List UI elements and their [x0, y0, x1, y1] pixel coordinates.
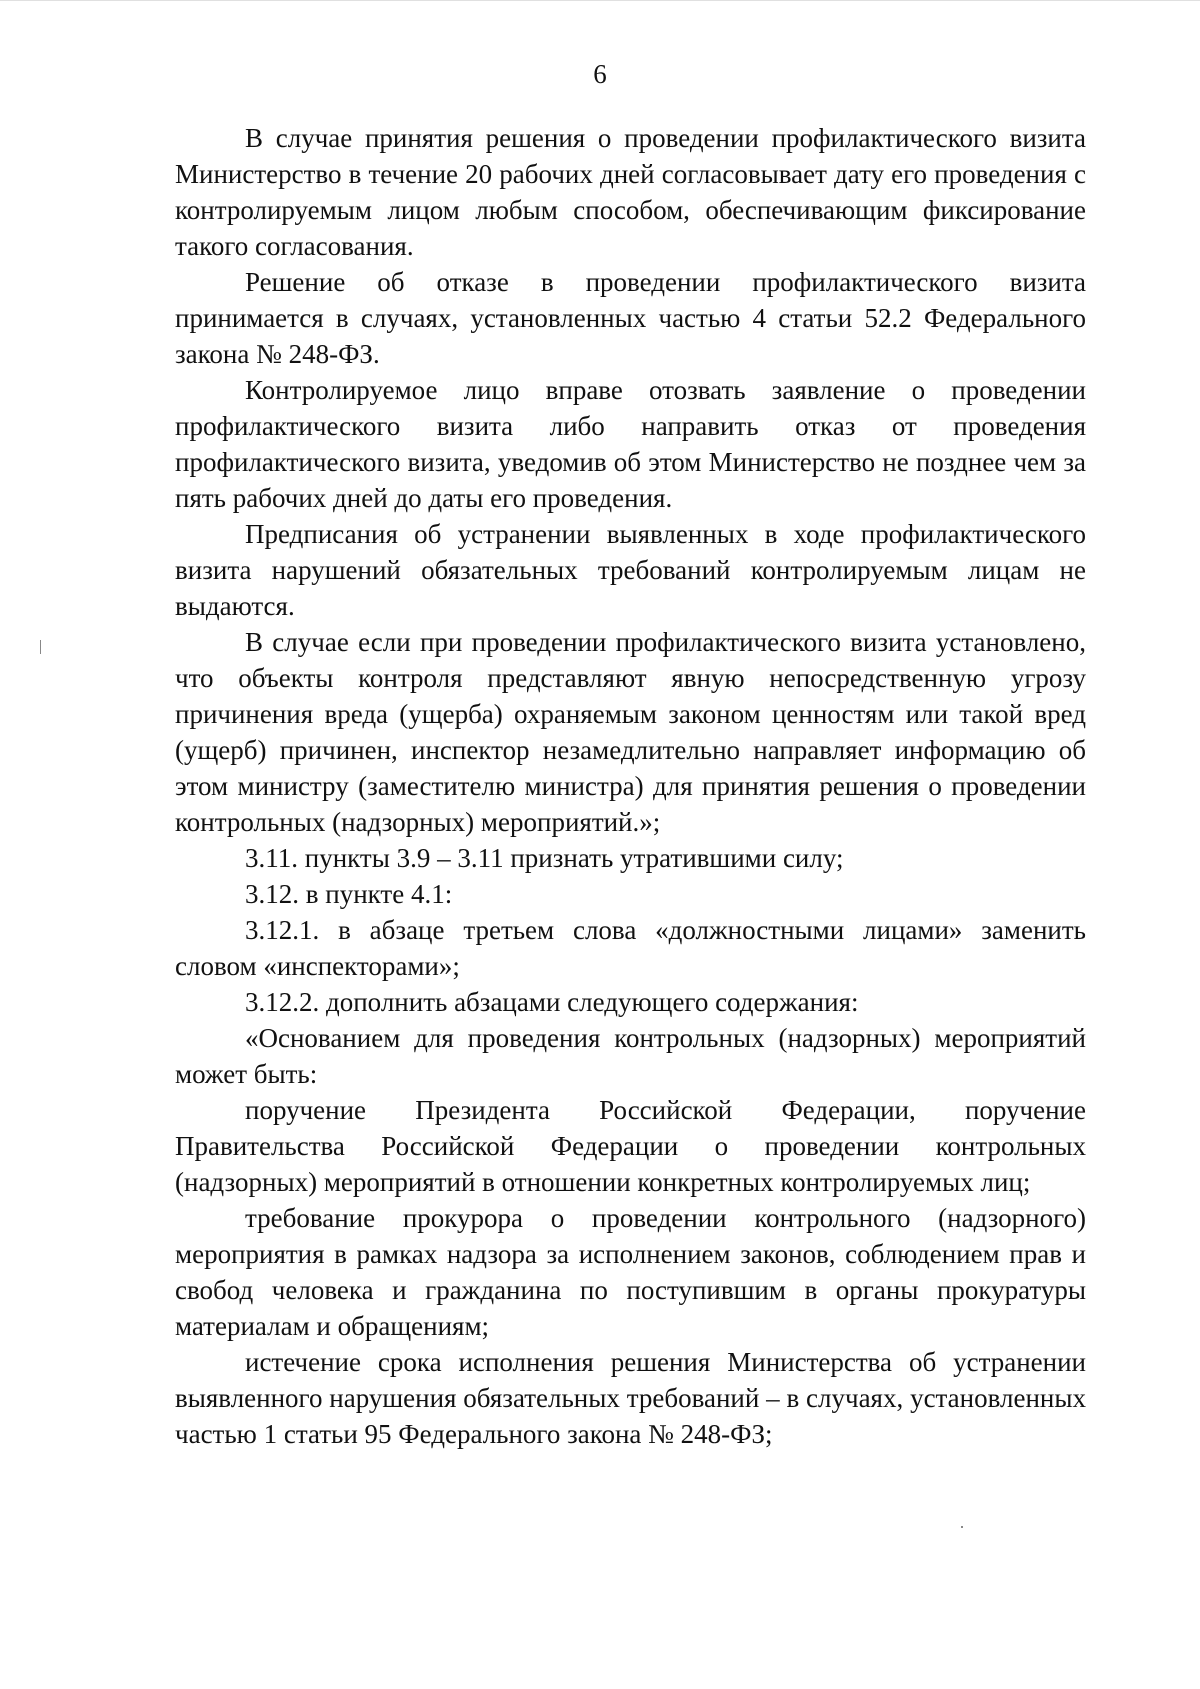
document-body	[175, 120, 1086, 1452]
scan-edge-line	[0, 0, 1200, 1]
paragraph-prosecutor-demand: требование прокурора о проведении контрольного (надзорного) мероприятия в рамках надзора за исполнением законов, соблюдением прав и свобод человека и гражданина по поступившим в органы прокуратуры материалам и обращениям;	[175, 1203, 1086, 1341]
paragraph-deadline-expiry: истечение срока исполнения решения Министерства об устранении выявленного нарушения обязательных требований – в случаях, установленных частью 1 статьи 95 Федерального закона № 248-ФЗ;	[175, 1347, 1086, 1449]
paragraph-president-order: поручение Президента Российской Федерации, поручение Правительства Российской Федерации о проведении контрольных (надзорных) мероприятий в отношении конкретных контролируемых лиц;	[175, 1095, 1086, 1197]
paragraph-no-prescriptions: Предписания об устранении выявленных в ходе профилактического визита нарушений обязательных требований контролируемым лицам не выдаются.	[175, 519, 1086, 621]
paragraph-item-3-11: 3.11. пункты 3.9 – 3.11 признать утратившими силу;	[245, 843, 844, 873]
paragraph-item-3-12-1: 3.12.1. в абзаце третьем слова «должностными лицами» заменить словом «инспекторами»;	[175, 915, 1086, 981]
page-number: 6	[593, 59, 607, 89]
paragraph-item-3-12: 3.12. в пункте 4.1:	[245, 879, 453, 909]
paragraph-visit-agreement: В случае принятия решения о проведении профилактического визита Министерство в течение 20 рабочих дней согласовывает дату его проведения с контролируемым лицом любым способом, обеспечивающим фиксирование такого согласования.	[175, 123, 1086, 261]
paragraph-item-3-12-2: 3.12.2. дополнить абзацами следующего содержания:	[245, 987, 859, 1017]
paragraph-withdraw-application: Контролируемое лицо вправе отозвать заявление о проведении профилактического визита либо направить отказ от проведения профилактического визита, уведомив об этом Министерство не позднее чем за пять рабочих дней до даты его проведения.	[175, 375, 1086, 513]
scan-speck	[40, 640, 41, 654]
paragraph-refusal-decision: Решение об отказе в проведении профилактического визита принимается в случаях, установленных частью 4 статьи 52.2 Федерального закона № 248-ФЗ.	[175, 267, 1086, 369]
paragraph-direct-threat: В случае если при проведении профилактического визита установлено, что объекты контроля представляют явную непосредственную угрозу причинения вреда (ущерба) охраняемым законом ценностям или такой вред (ущерб) причинен, инспектор незамедлительно направляет информацию об этом министру (заместителю министра) для принятия решения о проведении контрольных (надзорных) мероприятий.»;	[175, 627, 1086, 837]
scan-speck	[961, 1526, 963, 1528]
paragraph-grounds-intro: «Основанием для проведения контрольных (надзорных) мероприятий может быть:	[175, 1023, 1086, 1089]
